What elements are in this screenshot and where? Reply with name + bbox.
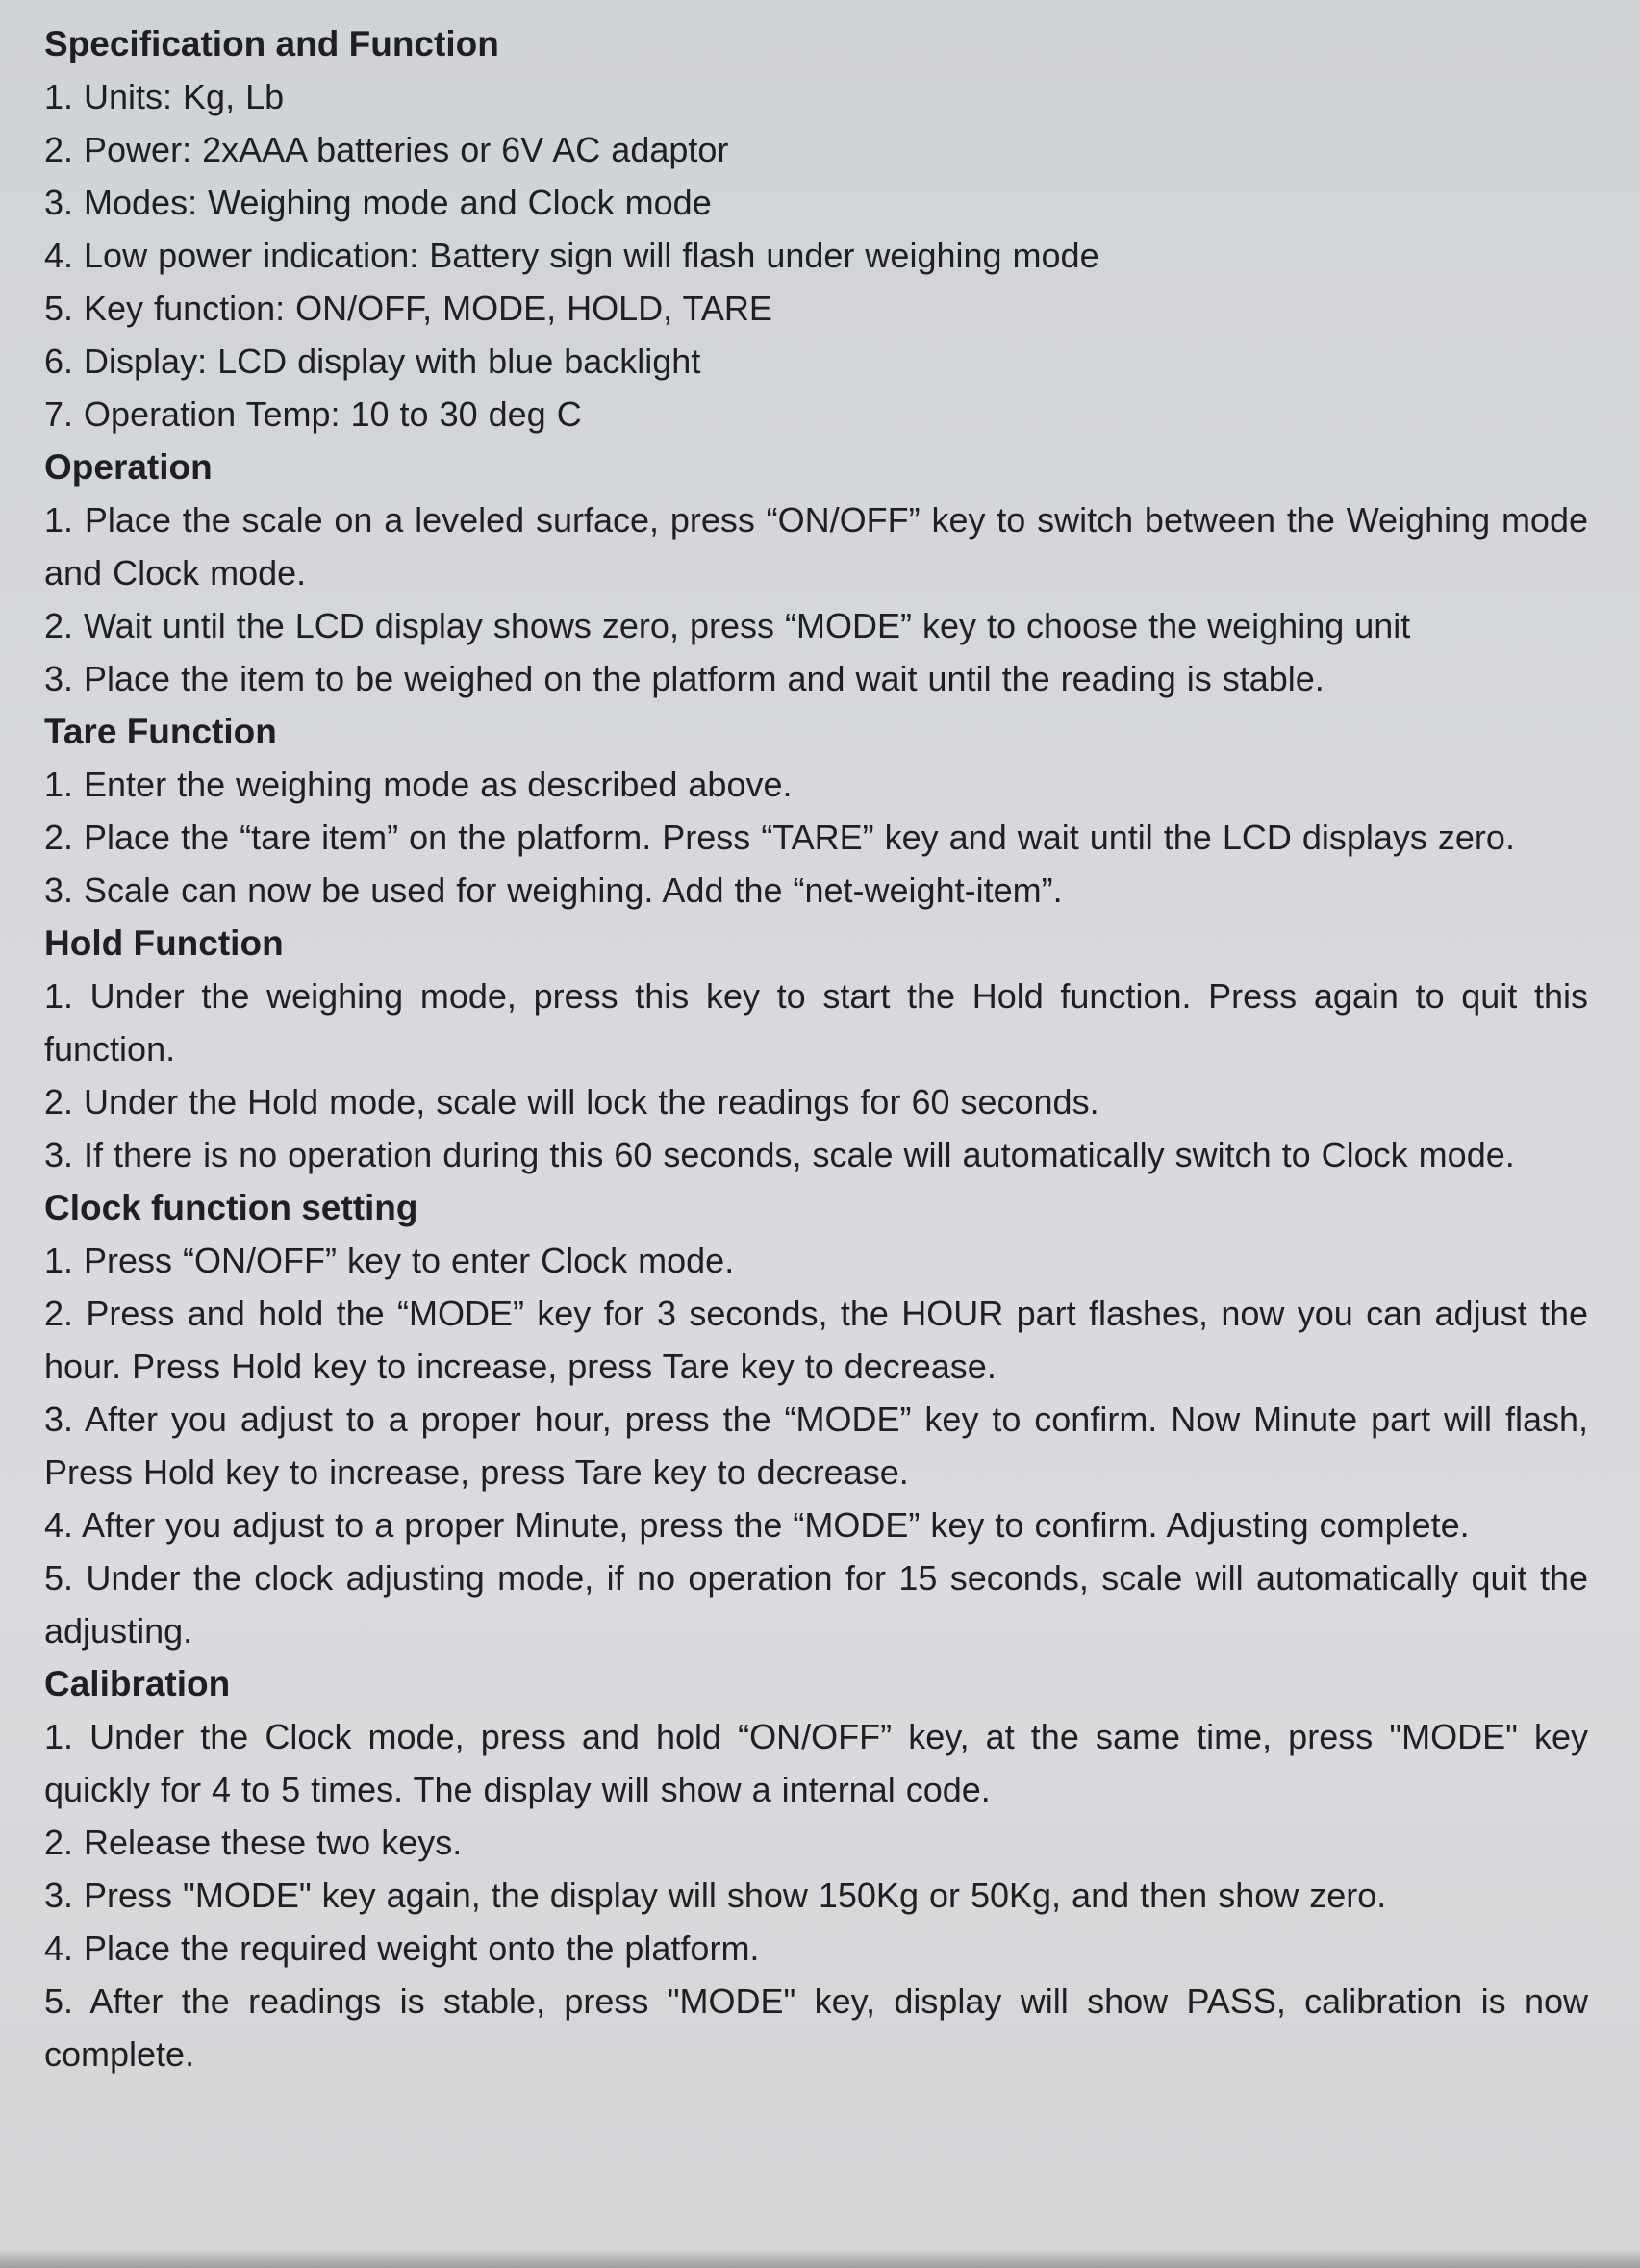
section-clock-function-setting — [44, 1181, 1588, 1657]
list-item: 1. Place the scale on a leveled surface, press “ON/OFF” key to switch between the Weighing mode and Clock mode. — [44, 500, 1588, 592]
list-item: 3. Scale can now be used for weighing. Add the “net-weight-item”. — [44, 870, 1063, 910]
list-item: 5. Under the clock adjusting mode, if no operation for 15 seconds, scale will automatically quit the adjusting. — [44, 1558, 1588, 1651]
list-item: 5. Key function: ON/OFF, MODE, HOLD, TARE — [44, 289, 772, 328]
section-calibration — [44, 1657, 1588, 2080]
list-item: 1. Press “ON/OFF” key to enter Clock mode. — [44, 1241, 735, 1280]
list-item: 2. Press and hold the “MODE” key for 3 seconds, the HOUR part flashes, now you can adjust the hour. Press Hold key to increase, press Tare key to decrease. — [44, 1294, 1588, 1386]
list-item: 3. After you adjust to a proper hour, press the “MODE” key to confirm. Now Minute part will flash, Press Hold key to increase, press Tare key to decrease. — [44, 1399, 1588, 1492]
list-item: 4. After you adjust to a proper Minute, press the “MODE” key to confirm. Adjusting complete. — [44, 1505, 1470, 1545]
section-tare-function — [44, 705, 1588, 917]
section-operation — [44, 441, 1588, 705]
section-heading: Hold Function — [44, 923, 284, 963]
list-item: 3. If there is no operation during this 60 seconds, scale will automatically switch to Clock mode. — [44, 1135, 1515, 1174]
list-item: 1. Enter the weighing mode as described above. — [44, 765, 793, 804]
section-heading: Operation — [44, 447, 213, 487]
list-item: 1. Under the weighing mode, press this key to start the Hold function. Press again to quit this function. — [44, 976, 1588, 1069]
section-specification — [44, 17, 1588, 441]
list-item: 3. Press "MODE" key again, the display will show 150Kg or 50Kg, and then show zero. — [44, 1876, 1387, 1915]
list-item: 2. Power: 2xAAA batteries or 6V AC adaptor — [44, 130, 729, 169]
list-item: 1. Units: Kg, Lb — [44, 77, 285, 116]
list-item: 4. Low power indication: Battery sign will flash under weighing mode — [44, 236, 1099, 275]
list-item: 5. After the readings is stable, press "MODE" key, display will show PASS, calibration is now complete. — [44, 1981, 1588, 2074]
list-item: 2. Release these two keys. — [44, 1823, 463, 1862]
section-heading: Tare Function — [44, 712, 277, 751]
page-bottom-edge — [0, 2249, 1640, 2268]
section-heading: Calibration — [44, 1664, 231, 1703]
list-item: 3. Place the item to be weighed on the platform and wait until the reading is stable. — [44, 659, 1325, 698]
list-item: 2. Place the “tare item” on the platform. Press “TARE” key and wait until the LCD displays zero. — [44, 818, 1515, 857]
list-item: 2. Wait until the LCD display shows zero, press “MODE” key to choose the weighing unit — [44, 606, 1411, 645]
section-hold-function — [44, 917, 1588, 1181]
section-heading: Clock function setting — [44, 1188, 418, 1227]
section-heading: Specification and Function — [44, 24, 499, 63]
list-item: 4. Place the required weight onto the platform. — [44, 1928, 760, 1968]
list-item: 3. Modes: Weighing mode and Clock mode — [44, 183, 712, 222]
list-item: 1. Under the Clock mode, press and hold “ON/OFF” key, at the same time, press "MODE" key quickly for 4 to 5 times. The display will show a internal code. — [44, 1717, 1588, 1809]
list-item: 2. Under the Hold mode, scale will lock the readings for 60 seconds. — [44, 1082, 1099, 1121]
list-item: 7. Operation Temp: 10 to 30 deg C — [44, 394, 582, 434]
list-item: 6. Display: LCD display with blue backlight — [44, 341, 701, 381]
